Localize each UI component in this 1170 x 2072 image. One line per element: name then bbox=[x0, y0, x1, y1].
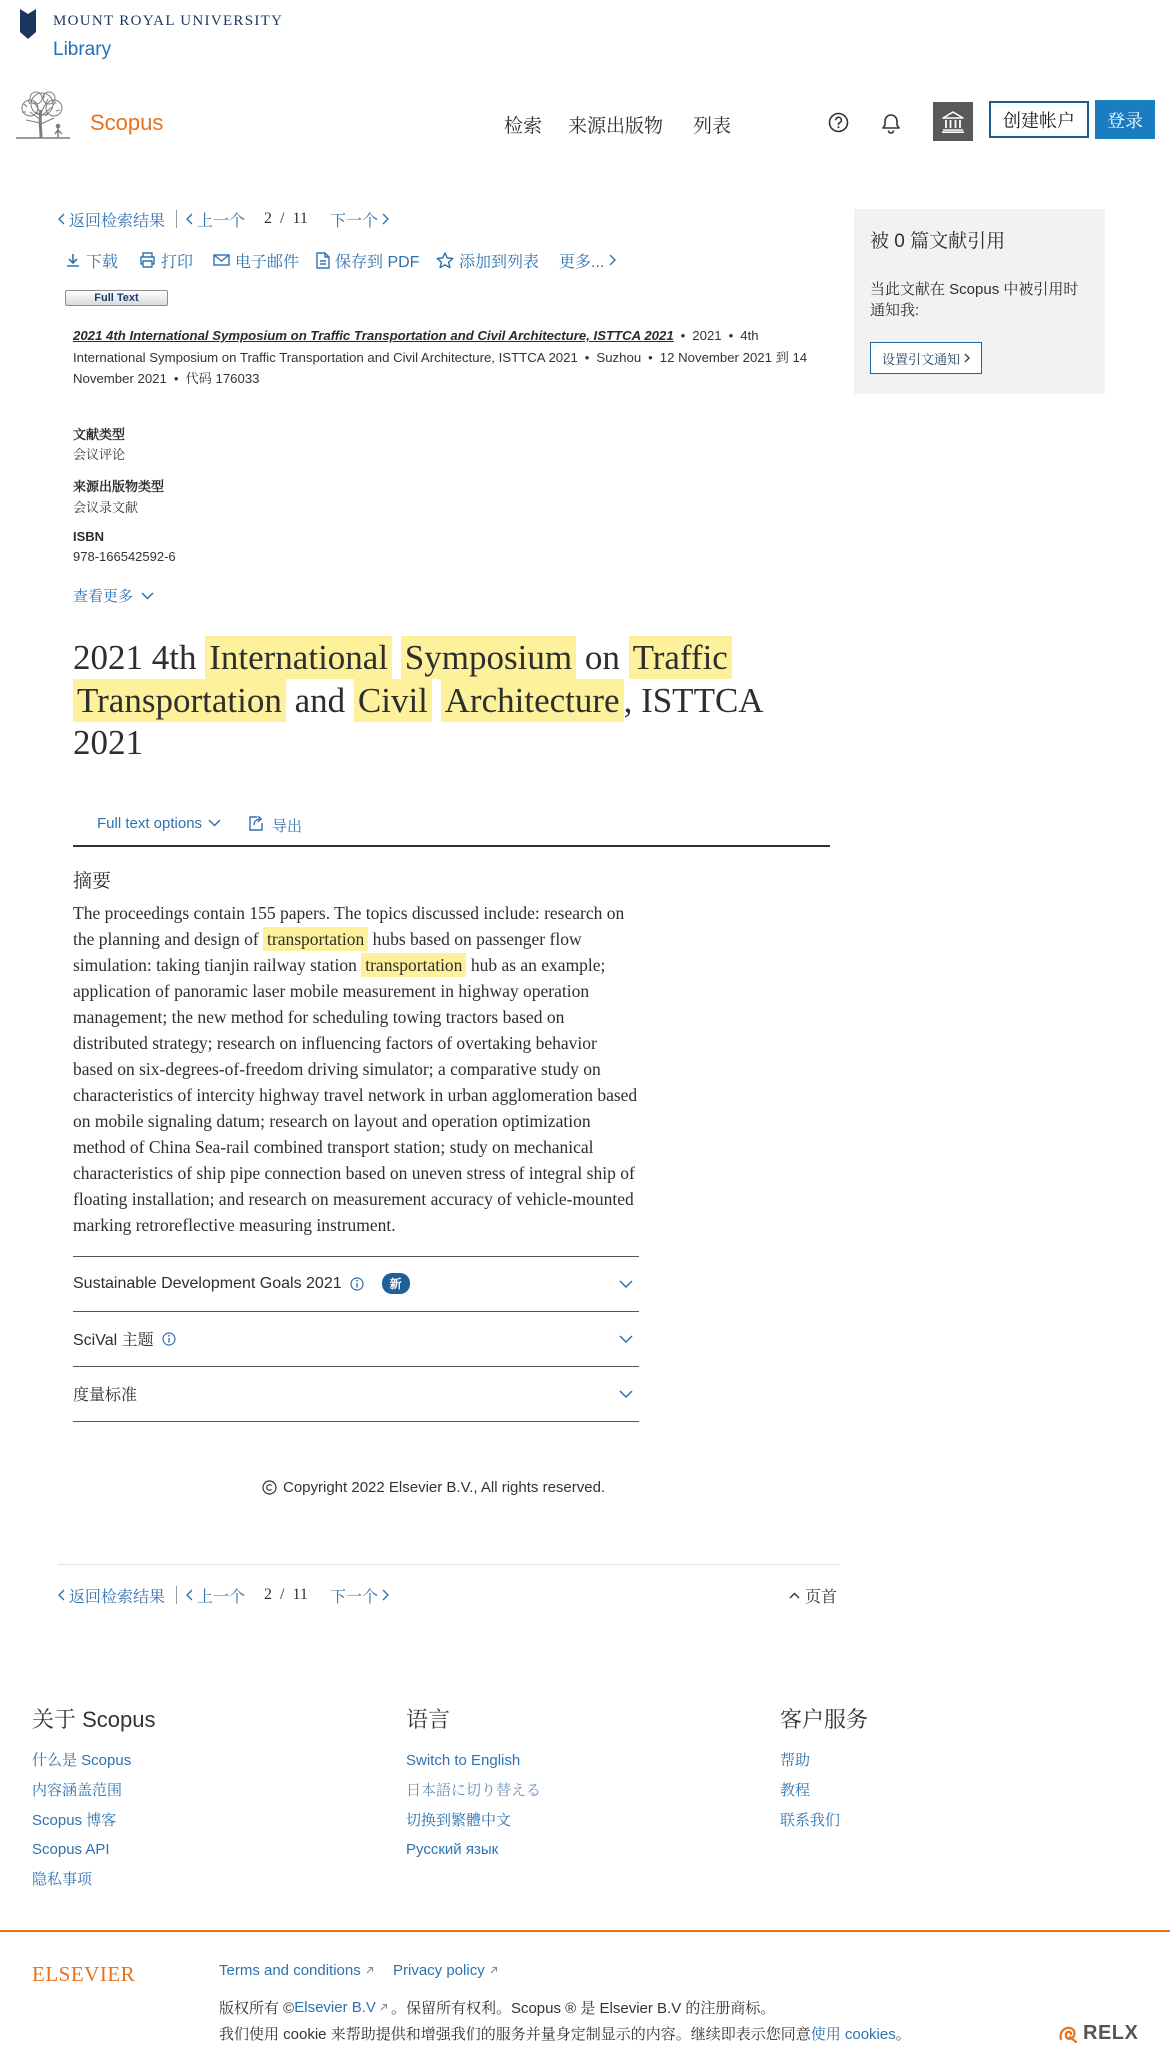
external-link-icon bbox=[379, 2003, 388, 2012]
help-circle-icon[interactable] bbox=[828, 112, 849, 133]
chevron-right-icon bbox=[964, 353, 970, 363]
copyright-notice bbox=[73, 1479, 833, 1496]
divider bbox=[58, 1564, 840, 1565]
elsevier-bv-link[interactable]: Elsevier B.V bbox=[294, 1999, 376, 2016]
title-segment-text: and bbox=[285, 680, 354, 720]
source-type-value: 会议录文献 bbox=[73, 500, 139, 515]
accordion-scival-label: SciVal 主题 bbox=[73, 1332, 154, 1349]
total-results: 11 bbox=[292, 210, 308, 227]
footer-copyright-prefix: 版权所有 © bbox=[219, 2000, 295, 2017]
result-position bbox=[264, 208, 308, 230]
info-icon[interactable] bbox=[162, 1332, 176, 1346]
footer-link-russian[interactable]: Русский язык bbox=[406, 1841, 499, 1859]
footer-language-links bbox=[406, 1746, 541, 1865]
institution-button[interactable] bbox=[933, 102, 973, 141]
abstract-segment-text: hubs based on passenger flow simulation: taking tianjin railway station bbox=[73, 928, 582, 975]
add-to-list-button[interactable] bbox=[436, 250, 539, 270]
copyright-text: Copyright 2022 Elsevier B.V., All rights reserved. bbox=[283, 1478, 606, 1496]
title-segment-highlight: Civil bbox=[354, 679, 432, 722]
footer-cookie-line bbox=[219, 2023, 911, 2044]
footer-language-heading: 语言 bbox=[406, 1707, 451, 1732]
relx-logo-icon bbox=[1058, 2025, 1078, 2043]
previous-result-link[interactable] bbox=[186, 1584, 245, 1606]
title-segment-highlight: Traffic bbox=[629, 636, 732, 679]
title-segment-highlight: Transportation bbox=[73, 679, 286, 722]
back-to-results-label: 返回检索结果 bbox=[69, 212, 166, 230]
copyright-icon bbox=[262, 1480, 277, 1495]
abstract-text bbox=[73, 900, 641, 1238]
export-button[interactable]: 导出 bbox=[272, 817, 303, 835]
create-account-button[interactable]: 创建帐户 bbox=[989, 101, 1089, 138]
document-type-value: 会议评论 bbox=[73, 447, 126, 462]
full-text-options-dropdown[interactable] bbox=[97, 815, 221, 832]
result-position bbox=[264, 1584, 308, 1606]
chevron-right-icon bbox=[382, 1589, 389, 1601]
abstract-segment-highlight: transportation bbox=[361, 953, 466, 977]
footer-link-help[interactable]: 帮助 bbox=[780, 1752, 811, 1769]
chevron-down-icon bbox=[619, 1390, 633, 1398]
relx-logo-text: RELX bbox=[1083, 2022, 1139, 2044]
back-to-results-link[interactable] bbox=[58, 1584, 165, 1606]
next-result-link[interactable] bbox=[330, 1584, 389, 1606]
footer-link-privacy-matters[interactable]: 隐私事项 bbox=[32, 1871, 93, 1889]
footer-service-heading: 客户服务 bbox=[780, 1707, 869, 1732]
accordion-metrics-header bbox=[73, 1382, 137, 1405]
accordion-metrics-label: 度量标准 bbox=[73, 1387, 138, 1404]
conference-code: 代码 176033 bbox=[185, 371, 260, 386]
new-badge: 新 bbox=[382, 1273, 410, 1294]
sign-in-button[interactable]: 登录 bbox=[1095, 100, 1155, 139]
conference-dates: 12 November 2021 到 14 November 2021 bbox=[73, 349, 808, 386]
title-segment-highlight: Symposium bbox=[401, 636, 576, 679]
chevron-left-icon bbox=[58, 213, 65, 225]
chevron-right-icon bbox=[382, 213, 389, 225]
accordion-sdg-label: Sustainable Development Goals 2021 bbox=[73, 1274, 342, 1292]
chevron-up-icon bbox=[789, 1592, 800, 1599]
isbn-value: 978-166542592-6 bbox=[73, 549, 176, 564]
title-segment-text bbox=[432, 681, 441, 720]
full-text-options-label: Full text options bbox=[97, 814, 203, 832]
university-shield-icon bbox=[20, 9, 36, 39]
previous-label: 上一个 bbox=[197, 212, 246, 230]
title-segment-text bbox=[392, 638, 401, 677]
document-type-label: 文献类型 bbox=[73, 427, 126, 442]
title-segment-highlight: International bbox=[205, 636, 392, 679]
cookies-link[interactable]: 使用 cookies bbox=[810, 2026, 896, 2043]
footer-service-links bbox=[780, 1746, 840, 1835]
back-to-top-label: 页首 bbox=[805, 1588, 838, 1606]
abstract-segment-highlight: transportation bbox=[263, 927, 368, 951]
conference-name: 4th International Symposium on Traffic Transportation and Civil Architecture, ISTTCA 2021 bbox=[73, 328, 759, 365]
title-segment-highlight: Architecture bbox=[441, 679, 624, 722]
current-result-number: 2 bbox=[264, 1586, 272, 1603]
nav-divider bbox=[176, 210, 177, 228]
next-label: 下一个 bbox=[330, 1588, 379, 1606]
abstract-heading: 摘要 bbox=[73, 870, 112, 892]
footer-about-heading: 关于 Scopus bbox=[32, 1707, 156, 1732]
scopus-logo-text[interactable]: Scopus bbox=[90, 110, 164, 135]
more-actions-button[interactable] bbox=[559, 250, 616, 270]
conference-location: Suzhou bbox=[596, 349, 642, 365]
chevron-left-icon bbox=[186, 213, 193, 225]
accordion-metrics[interactable] bbox=[73, 1367, 639, 1422]
full-text-button[interactable]: Full Text bbox=[65, 290, 168, 306]
back-to-results-label: 返回检索结果 bbox=[69, 1588, 166, 1606]
previous-label: 上一个 bbox=[197, 1588, 246, 1606]
title-segment-text: on bbox=[576, 638, 629, 677]
set-citation-alert-label: 设置引文通知 bbox=[881, 351, 960, 367]
abstract-segment-text: The proceedings contain 155 papers. The topics discussed include: research on the planning and design of bbox=[73, 902, 625, 949]
footer-about-links bbox=[32, 1746, 131, 1895]
save-pdf-button[interactable] bbox=[316, 250, 419, 270]
terms-label: Terms and conditions bbox=[219, 1962, 361, 1979]
nav-divider bbox=[176, 1586, 177, 1604]
library-name[interactable]: Library bbox=[53, 39, 112, 60]
download-icon bbox=[65, 252, 81, 268]
accordion-scival-header bbox=[73, 1327, 176, 1350]
source-information bbox=[73, 325, 830, 390]
footer-divider bbox=[0, 1930, 1170, 1932]
bullet-separator bbox=[578, 350, 597, 365]
footer-link-english[interactable]: Switch to English bbox=[406, 1752, 521, 1769]
print-label: 打印 bbox=[161, 253, 194, 271]
footer-link-scopus-api[interactable]: Scopus API bbox=[32, 1841, 110, 1859]
download-label: 下载 bbox=[86, 253, 119, 271]
set-citation-alert-button[interactable] bbox=[870, 342, 982, 374]
view-more-label: 查看更多 bbox=[73, 588, 134, 605]
footer-link-what-is-scopus[interactable]: 什么是 Scopus bbox=[32, 1752, 132, 1769]
chevron-right-icon bbox=[609, 254, 616, 266]
current-result-number: 2 bbox=[264, 210, 272, 227]
title-segment-text: 2021 4th bbox=[73, 638, 206, 677]
institution-icon bbox=[941, 111, 965, 133]
chevron-left-icon bbox=[58, 1589, 65, 1601]
document-title bbox=[73, 637, 833, 765]
cited-by-count: 被 0 篇文献引用 bbox=[870, 231, 1006, 252]
accordion-sdg-header bbox=[73, 1273, 410, 1294]
accordion-list bbox=[73, 1256, 639, 1422]
university-name[interactable]: MOUNT ROYAL UNIVERSITY bbox=[53, 13, 284, 29]
privacy-policy-link[interactable] bbox=[393, 1962, 498, 1979]
add-to-list-label: 添加到列表 bbox=[459, 253, 540, 271]
source-title-link[interactable]: 2021 4th International Symposium on Traffic Transportation and Civil Architecture, ISTTCA 2021 bbox=[73, 328, 674, 343]
source-type-label: 来源出版物类型 bbox=[73, 479, 165, 494]
footer-copyright-suffix: 。保留所有权利。Scopus ® 是 Elsevier B.V 的注册商标。 bbox=[390, 2000, 776, 2017]
chevron-down-icon bbox=[208, 819, 221, 827]
info-icon[interactable] bbox=[350, 1277, 364, 1291]
footer-link-content-coverage[interactable]: 内容涵盖范围 bbox=[32, 1781, 123, 1799]
footer-link-contact-us[interactable]: 联系我们 bbox=[780, 1811, 841, 1829]
accordion-sdg[interactable] bbox=[73, 1257, 639, 1312]
footer-link-japanese[interactable]: 日本語に切り替える bbox=[406, 1781, 542, 1799]
relx-logo[interactable] bbox=[1058, 2022, 1138, 2045]
result-separator: / bbox=[280, 1586, 285, 1603]
total-results: 11 bbox=[292, 1586, 308, 1603]
printer-icon bbox=[139, 252, 156, 268]
privacy-label: Privacy policy bbox=[393, 1962, 485, 1979]
bullet-separator bbox=[722, 328, 741, 343]
footer-link-scopus-blog[interactable]: Scopus 博客 bbox=[32, 1811, 117, 1829]
footer-link-traditional-chinese[interactable]: 切换到繁體中文 bbox=[406, 1811, 512, 1829]
email-label: 电子邮件 bbox=[235, 253, 300, 271]
pdf-document-icon bbox=[316, 252, 330, 269]
citations-sidebar bbox=[854, 209, 1105, 394]
export-icon[interactable] bbox=[248, 815, 264, 832]
elsevier-tree-icon[interactable] bbox=[14, 90, 72, 140]
result-navigation-bottom bbox=[0, 1584, 1170, 1606]
next-result-link[interactable] bbox=[330, 208, 389, 230]
nav-lists[interactable]: 列表 bbox=[693, 116, 732, 137]
star-icon bbox=[436, 252, 454, 269]
print-button[interactable] bbox=[139, 250, 193, 270]
footer-copyright-line bbox=[219, 1997, 775, 2018]
terms-and-conditions-link[interactable] bbox=[219, 1962, 374, 1979]
chevron-down-icon bbox=[619, 1335, 633, 1343]
document-main bbox=[73, 637, 833, 1496]
title-segment-text: , ISTTCA 2021 bbox=[73, 680, 762, 762]
elsevier-logo[interactable]: ELSEVIER bbox=[32, 1962, 136, 1986]
nav-search[interactable]: 检索 bbox=[504, 116, 543, 137]
next-label: 下一个 bbox=[330, 212, 379, 230]
isbn-label: ISBN bbox=[73, 529, 105, 544]
cookie-notice-text: 我们使用 cookie 来帮助提供和增强我们的服务并量身定制显示的内容。继续即表示您同意 bbox=[219, 2026, 811, 2043]
save-pdf-label: 保存到 PDF bbox=[335, 253, 420, 271]
footer-link-tutorials[interactable]: 教程 bbox=[780, 1781, 811, 1799]
bell-icon[interactable] bbox=[881, 112, 901, 134]
result-separator: / bbox=[280, 210, 285, 227]
abstract-segment-text: hub as an example; application of panoramic laser mobile measurement in highway operation management; the new method for scheduling towing tractors based on distributed strategy; research on influencing factors of overtaking behavior based on six-degrees-of-freedom driving simulator; a comparative study on characteristics of intercity highway travel network in urban agglomeration based on mobile signaling datum; research on layout and operation optimization method of China Sea-rail combined transport station; study on mechanical characteristics of ship pipe connection based on uneven stress of integral ship of floating installation; and research on measurement accuracy of vehicle-mounted marking retroreflective measuring instrument. bbox=[73, 954, 638, 1235]
document-actions-bar bbox=[73, 806, 830, 847]
download-button[interactable] bbox=[65, 250, 118, 270]
email-button[interactable] bbox=[213, 250, 299, 270]
back-to-results-link[interactable] bbox=[58, 208, 165, 230]
external-link-icon bbox=[489, 1966, 498, 1975]
bullet-separator bbox=[674, 328, 693, 343]
back-to-top-link[interactable] bbox=[789, 1584, 837, 1606]
more-label: 更多... bbox=[559, 253, 605, 271]
nav-sources[interactable]: 来源出版物 bbox=[568, 116, 664, 137]
source-year: 2021 bbox=[692, 328, 722, 343]
chevron-down-icon bbox=[619, 1280, 633, 1288]
chevron-down-icon bbox=[141, 592, 154, 600]
external-link-icon bbox=[365, 1966, 374, 1975]
chevron-left-icon bbox=[186, 1589, 193, 1601]
accordion-scival-topics[interactable] bbox=[73, 1312, 639, 1367]
cookie-notice-end: 。 bbox=[895, 2026, 911, 2043]
envelope-icon bbox=[213, 253, 230, 267]
bullet-separator bbox=[167, 371, 186, 386]
previous-result-link[interactable] bbox=[186, 208, 245, 230]
view-more-button[interactable] bbox=[73, 585, 154, 606]
bullet-separator bbox=[641, 350, 660, 365]
citation-alert-text: 当此文献在 Scopus 中被引用时通知我: bbox=[870, 281, 1079, 319]
